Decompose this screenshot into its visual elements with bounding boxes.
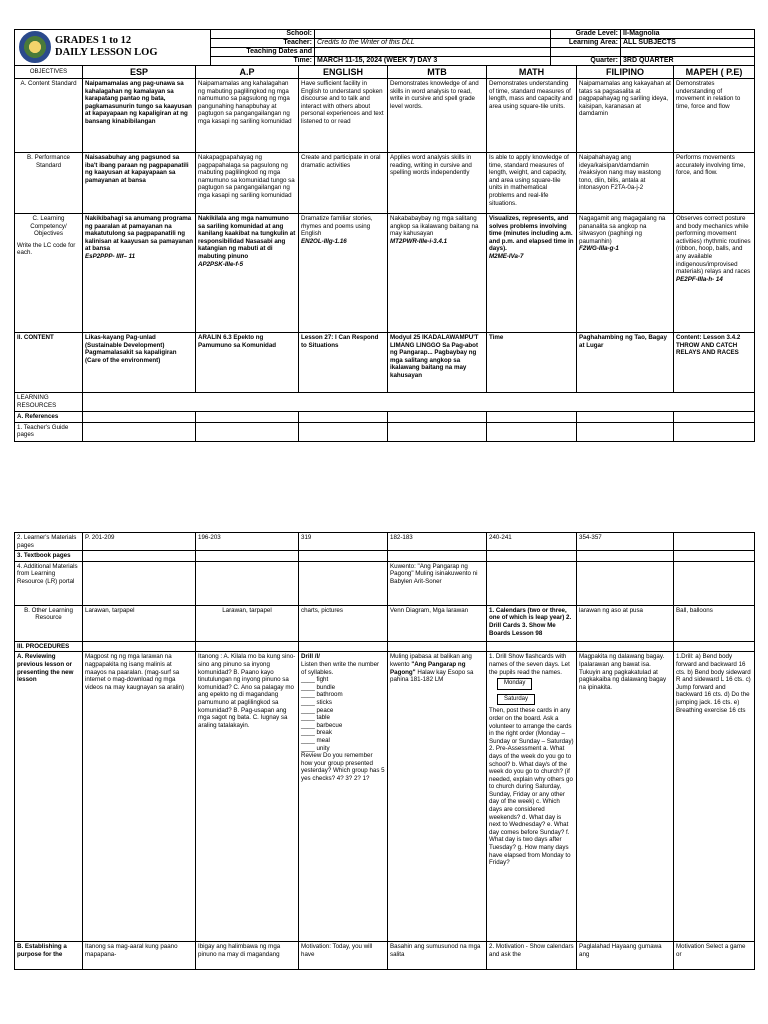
performance-standard-english: Create and participate in oral dramatic activities	[299, 153, 388, 214]
reviewing-label: A. Reviewing previous lesson or presenting the new lesson	[15, 652, 83, 942]
learners-materials-mapeh	[674, 533, 755, 551]
reviewing-mtb: Muling ipabasa at balikan ang kwento "Ang Pangarap ng Pagong" Halaw kay Esopo sa pahina 181-182 LM	[388, 652, 487, 942]
learning-resources-row	[15, 393, 755, 412]
content-standard-label: A. Content Standard	[15, 79, 83, 153]
competency-label: C. Learning Competency/ Objectives Write the LC code for each.	[15, 214, 83, 333]
flashcard-saturday: Saturday	[497, 694, 535, 706]
references-row	[15, 412, 755, 423]
content-standard-mapeh: Demonstrates understanding of movement in relation to time, force and flow	[674, 79, 755, 153]
area-label: Learning Area:	[551, 39, 621, 48]
performance-standard-mapeh: Performs movements accurately involving time, force, and flow.	[674, 153, 755, 214]
content-standard-mtb: Demonstrates knowledge of and skills in word analysis to read, write in cursive and spell grade level words.	[388, 79, 487, 153]
other-resource-mapeh: Ball, balloons	[674, 605, 755, 641]
log-title: GRADES 1 to 12 DAILY LESSON LOG	[55, 35, 158, 58]
content-standard-row	[15, 79, 755, 153]
additional-row	[15, 561, 755, 605]
teachers-guide-label: 1. Teacher's Guide pages	[15, 422, 83, 441]
grade-label: Grade Level:	[551, 30, 621, 39]
performance-standard-math: Is able to apply knowledge of time, standard measures of length, weight, and capacity, and area using square-tile units in mathematical problems and real-life situations.	[487, 153, 577, 214]
subject-math: MATH	[487, 66, 577, 79]
competency-ap: Nakikilala ang mga namumuno sa sariling komunidad at ang kanilang kaakibat na tungkulin at responsibilidad Nasasabi ang katangian ng mabuti at di mabuting pinuno AP2PSK-IIIe-f-5	[196, 214, 299, 333]
establishing-mtb: Basahin ang sumusunod na mga salita	[388, 942, 487, 970]
content-row	[15, 333, 755, 393]
reviewing-math: 1. Drill Show flashcards with names of the seven days. Let the pupils read the names. MondaySaturday Then, post these cards in any order on the board. Ask a volunteer to arrange the cards in the right order (Monday – Sunday or Sunday – Saturday) 2. Pre-Assessment a. What days of the week do you go to school? b. What day/s of the week do you go to church? (if needed, explain why others go to church during Saturday, Sunday, Friday or any other day of the week) c. Which days are considered weekends? d. What day is next to Wednesday? e. What day comes before Sunday? f. What day is two days after Tuesday? g. How many days have elapsed from Monday to Friday?	[487, 652, 577, 942]
content-label: II. CONTENT	[15, 333, 83, 393]
learners-materials-esp: P. 201-209	[83, 533, 196, 551]
time-label: Time:	[211, 57, 315, 66]
content-ap: ARALIN 6.3 Epekto ng Pamumuno sa Komunidad	[196, 333, 299, 393]
textbook-row	[15, 551, 755, 562]
quarter-blank-label	[551, 48, 621, 57]
learners-materials-mtb: 182-183	[388, 533, 487, 551]
other-resource-ap: Larawan, tarpapel	[196, 605, 299, 641]
dates-blank	[315, 48, 551, 57]
quarter-value: 3RD QUARTER	[621, 57, 755, 66]
competency-mapeh: Observes correct posture and body mechanics while performing movement activities) rhythmic routines (ribbon, hoop, balls, and any available indigenous/improvised materials) relays and races PE2PF-IIIa-h- 14	[674, 214, 755, 333]
objectives-header: OBJECTIVES	[15, 66, 83, 79]
content-standard-english: Have sufficient facility in English to understand spoken discourse and to talk and interact with others about personal experiences and text listened to or read	[299, 79, 388, 153]
performance-standard-row	[15, 153, 755, 214]
references-label: A. References	[15, 412, 83, 423]
reviewing-mapeh: 1.Drill: a) Bend body forward and backward 16 cts. b) Bend body sideward R and sideward L 16 cts. c) Jump forward and backward 16 cts. d) Do the jumping jack. 16 cts. e) Breathing exercise 16 cts	[674, 652, 755, 942]
lesson-log-page-2	[14, 532, 754, 970]
quarter-label: Quarter:	[551, 57, 621, 66]
learners-materials-label: 2. Learner's Materials pages	[15, 533, 83, 551]
other-resource-label: B. Other Learning Resource	[15, 605, 83, 641]
textbook-label: 3. Textbook pages	[15, 551, 83, 562]
learning-resources-label: LEARNING RESOURCES	[15, 393, 83, 412]
day-flashcards	[489, 676, 574, 707]
syllable-word-list: ____ fight ____ bundle ____ bathroom ____ sticks ____ peace ____ table ____ barbecue ____ break ____ meal ____ unity	[301, 676, 343, 752]
subject-english: ENGLISH	[299, 66, 388, 79]
learners-materials-ap: 196-203	[196, 533, 299, 551]
teacher-label: Teacher:	[211, 39, 315, 48]
learning-resources-blank	[83, 393, 755, 412]
performance-standard-ap: Nakapagpapahayag ng pagpapahalaga sa pagsulong ng mabuting paglilingkod ng mga namumuno sa komunidad tungo sa pagtugon sa pangangailangan ng mga kasapi ng sariling komunidad	[196, 153, 299, 214]
establishing-english: Motivation: Today, you will have	[299, 942, 388, 970]
content-mtb: Modyul 25 IKADALAWAMPU'T LIMANG LINGGO Sa Pag-abot ng Pangarap... Pagbaybay ng mga salitang angkop sa ikalawang baitang na may kahusayan	[388, 333, 487, 393]
performance-standard-esp: Naisasabuhay ang pagsunod sa iba't ibang paraan ng pagpapanatili ng kaayusan at kapayapaan sa pamayanan at bansa	[83, 153, 196, 214]
competency-math: Visualizes, represents, and solves problems involving time (minutes including a.m. and p.m. and elapsed time in days). M2ME-IVa-7	[487, 214, 577, 333]
learners-materials-filipino: 354-357	[577, 533, 674, 551]
establishing-filipino: Paglalahad Hayaang gumawa ang	[577, 942, 674, 970]
header-table	[14, 29, 755, 66]
lesson-table-1	[14, 65, 755, 442]
other-resource-filipino: larawan ng aso at pusa	[577, 605, 674, 641]
school-label: School:	[211, 30, 315, 39]
establishing-esp: Itanong sa mag-aaral kung paano mapapana-	[83, 942, 196, 970]
reviewing-ap: Itanong : A. Kilala mo ba kung sino-sino ang pinuno sa inyong komunidad? B. Paano kayo tinutulungan ng inyong pinuno sa komunidad? C. Ano sa palagay mo ang epekto ng di magandang pamumuno at paglilingkod sa komunidad? B. Pag-usapan ang mga sagot ng bata. C. Iugnay sa araling tatalakayin.	[196, 652, 299, 942]
flashcard-monday: Monday	[497, 678, 532, 690]
subject-mapeh: MAPEH ( P.E)	[674, 66, 755, 79]
reviewing-esp: Magpost ng ng mga larawan na nagpapakita ng isang malinis at maayos na paaralan. (mag-surf sa internet o mag-download ng mga videos na may kaugnayan sa aralin)	[83, 652, 196, 942]
dates-value: MARCH 11-15, 2024 (WEEK 7) DAY 3	[315, 57, 551, 66]
establishing-label: B. Establishing a purpose for the	[15, 942, 83, 970]
subject-esp: ESP	[83, 66, 196, 79]
learners-materials-row	[15, 533, 755, 551]
other-resource-math: 1. Calendars (two or three, one of which is leap year) 2. Drill Cards 3. Show Me Boards Lesson 98	[487, 605, 577, 641]
subject-mtb: MTB	[388, 66, 487, 79]
teachers-guide-row	[15, 422, 755, 441]
content-standard-ap: Naipamamalas ang kahalagahan ng mabuting paglilingkod ng mga namumuno sa pagsulong ng mga pangunahing hanapbuhay at pagtugon sa pangangailangan ng mga kasapi ng sariling komunidad	[196, 79, 299, 153]
teacher-value: Credits to the Writer of this DLL	[315, 39, 551, 48]
establishing-ap: Ibigay ang halimbawa ng mga pinuno na may di magandang	[196, 942, 299, 970]
content-filipino: Paghahambing ng Tao, Bagay at Lugar	[577, 333, 674, 393]
learners-materials-math: 240-241	[487, 533, 577, 551]
competency-esp: Nakikibahagi sa anumang programa ng paaralan at pamayanan na makatutulong sa pagpapanatili ng kalinisan at kaayusan sa pamayanan at bansa EsP2PPP- IIIf– 11	[83, 214, 196, 333]
competency-filipino: Nagagamit ang magagalang na pananalita sa angkop na sitwasyon (paghingi ng paumanhin) F2WG-IIIa-g-1	[577, 214, 674, 333]
content-standard-math: Demonstrates understanding of time, standard measures of length, mass and capacity and area using square-tile units.	[487, 79, 577, 153]
other-resource-english: charts, pictures	[299, 605, 388, 641]
deped-seal-icon	[19, 31, 51, 63]
content-math: Time	[487, 333, 577, 393]
competency-mtb: Nakababaybay ng mga salitang angkop sa ikalawang baitang na may kahusayan MT2PWR-IIIe-i-3.4.1	[388, 214, 487, 333]
reviewing-row	[15, 652, 755, 942]
content-mapeh: Content: Lesson 3.4.2 THROW AND CATCH RELAYS AND RACES	[674, 333, 755, 393]
establishing-row	[15, 942, 755, 970]
other-resource-esp: Larawan, tarpapel	[83, 605, 196, 641]
procedures-row	[15, 641, 755, 652]
school-value	[315, 30, 551, 39]
subject-filipino: FILIPINO	[577, 66, 674, 79]
performance-standard-mtb: Applies word analysis skills in reading, writing in cursive and spelling words independently	[388, 153, 487, 214]
grade-value: II-Magnolia	[621, 30, 755, 39]
other-resource-row	[15, 605, 755, 641]
subject-ap: A.P	[196, 66, 299, 79]
additional-mtb: Kuwento: "Ang Pangarap ng Pagong" Muling isinakuwento ni Babylen Arit-Soner	[388, 561, 487, 605]
area-value: ALL SUBJECTS	[621, 39, 755, 48]
learners-materials-english: 319	[299, 533, 388, 551]
content-esp: Likas-kayang Pag-unlad (Sustainable Development) Pagmamalasakit sa kapaligiran (Care of the environment)	[83, 333, 196, 393]
quarter-blank	[621, 48, 755, 57]
establishing-math: 2. Motivation - Show calendars and ask the	[487, 942, 577, 970]
content-standard-filipino: Naipamamalas ang kakayahan at tatas sa pagsasalita at pagpapahayag ng sariling ideya, kaisipan, karanasan at damdamin	[577, 79, 674, 153]
header-logo-cell	[15, 30, 211, 66]
dates-label: Teaching Dates and	[211, 48, 315, 57]
content-standard-esp: Naipamamalas ang pag-unawa sa kahalagahan ng kamalayan sa karapatang pantao ng bata, pagkamasunurin tungo sa kaayusan at kapayapaan ng kapaligiran at ng bansang kinabibilangan	[83, 79, 196, 153]
reviewing-filipino: Magpakita ng dalawang bagay. Ipalarawan ang bawat isa. Tukuyin ang pagkakatulad at pagkakaiba ng dalawang bagay na ipinakita.	[577, 652, 674, 942]
procedures-label: III. PROCEDURES	[15, 641, 83, 652]
performance-standard-filipino: Naipahahayag ang ideya/kaisipan/damdamin /reaksiyon nang may wastong tono, diin, bilis, antala at intonasyon F2TA-0a-j-2	[577, 153, 674, 214]
reviewing-english: Drill /I/ Listen then write the number of syllables. ____ fight ____ bundle ____ bathroom ____ sticks ____ peace ____ table ____ barbecue ____ break ____ meal ____ unity Review Do you remember how your group presented yesterday? Which group has 5 yes checks? 4? 3? 2? 1?	[299, 652, 388, 942]
lesson-table-2	[14, 532, 755, 970]
competency-row	[15, 214, 755, 333]
performance-standard-label: B. Performance Standard	[15, 153, 83, 214]
additional-label: 4. Additional Materials from Learning Resource (LR) portal	[15, 561, 83, 605]
other-resource-mtb: Venn Diagram, Mga larawan	[388, 605, 487, 641]
establishing-mapeh: Motivation Select a game or	[674, 942, 755, 970]
competency-english: Dramatize familiar stories, rhymes and poems using English EN2OL-IIIg-1.16	[299, 214, 388, 333]
lesson-log-page-1	[14, 29, 754, 442]
content-english: Lesson 27: I Can Respond to Situations	[299, 333, 388, 393]
